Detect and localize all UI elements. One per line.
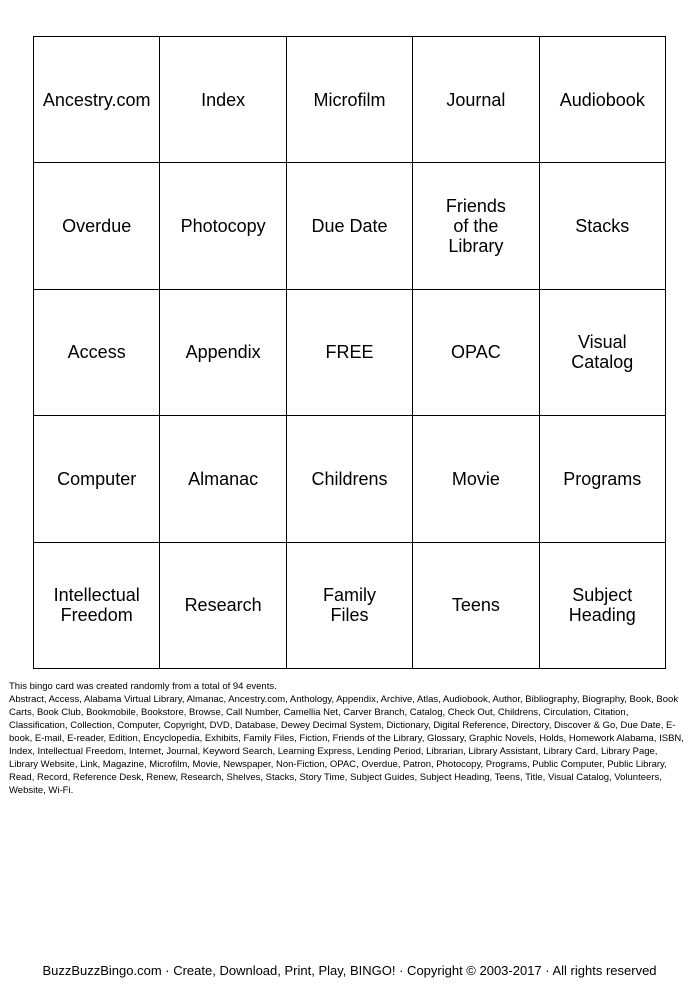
- bingo-cell: Teens: [413, 543, 539, 669]
- bingo-cell: Intellectual Freedom: [34, 543, 160, 669]
- bingo-cell: Computer: [34, 416, 160, 542]
- bingo-cell: Ancestry.com: [34, 37, 160, 163]
- bingo-cell: Journal: [413, 37, 539, 163]
- notes-event-list: Abstract, Access, Alabama Virtual Library, Almanac, Ancestry.com, Anthology, Appendix, Archive, Atlas, Audiobook, Author, Bibliography, Biography, Book, Book Carts, Book Club, Bookmobile, Bookstore, Browse, Call Number, Camellia Net, Carver Branch, Catalog, Check Out, Childrens, Circulation, Citation, Classification, Collection, Computer, Copyright, DVD, Database, Dewey Decimal System, Dictionary, Digital Reference, Directory, Discover & Go, Due Date, E-book, E-mail, E-reader, Edition, Encyclopedia, Exhibits, Family Files, Fiction, Friends of the Library, Glossary, Graphic Novels, Holds, Homework Alabama, ISBN, Index, Intellectual Freedom, Internet, Journal, Keyword Search, Learning Express, Lending Period, Librarian, Library Assistant, Library Card, Library Page, Library Website, Link, Magazine, Microfilm, Movie, Newspaper, Non-Fiction, OPAC, Overdue, Patron, Photocopy, Programs, Public Computer, Public Library, Read, Record, Reference Desk, Renew, Research, Shelves, Stacks, Story Time, Subject Guides, Subject Heading, Teens, Title, Visual Catalog, Volunteers, Website, Wi-Fi.: [9, 694, 684, 796]
- page-footer: BuzzBuzzBingo.com · Create, Download, Print, Play, BINGO! · Copyright © 2003-2017 · All rights reserved: [42, 963, 657, 978]
- bingo-cell: Microfilm: [287, 37, 413, 163]
- bingo-cell: Programs: [540, 416, 666, 542]
- bingo-cell: Almanac: [160, 416, 286, 542]
- notes-intro: This bingo card was created randomly from a total of 94 events.: [9, 681, 277, 692]
- bingo-cell: Research: [160, 543, 286, 669]
- bingo-cell: Access: [34, 290, 160, 416]
- bingo-cell: Friends of the Library: [413, 163, 539, 289]
- bingo-cell: Subject Heading: [540, 543, 666, 669]
- bingo-cell: OPAC: [413, 290, 539, 416]
- bingo-cell: Due Date: [287, 163, 413, 289]
- bingo-cell: Appendix: [160, 290, 286, 416]
- bingo-cell: Family Files: [287, 543, 413, 669]
- bingo-cell: Audiobook: [540, 37, 666, 163]
- bingo-cell: Photocopy: [160, 163, 286, 289]
- card-notes: [9, 680, 689, 797]
- bingo-cell: Visual Catalog: [540, 290, 666, 416]
- bingo-card-grid: [33, 36, 666, 669]
- bingo-free-cell: FREE: [287, 290, 413, 416]
- bingo-cell: Index: [160, 37, 286, 163]
- bingo-cell: Childrens: [287, 416, 413, 542]
- bingo-cell: Stacks: [540, 163, 666, 289]
- bingo-cell: Movie: [413, 416, 539, 542]
- bingo-cell: Overdue: [34, 163, 160, 289]
